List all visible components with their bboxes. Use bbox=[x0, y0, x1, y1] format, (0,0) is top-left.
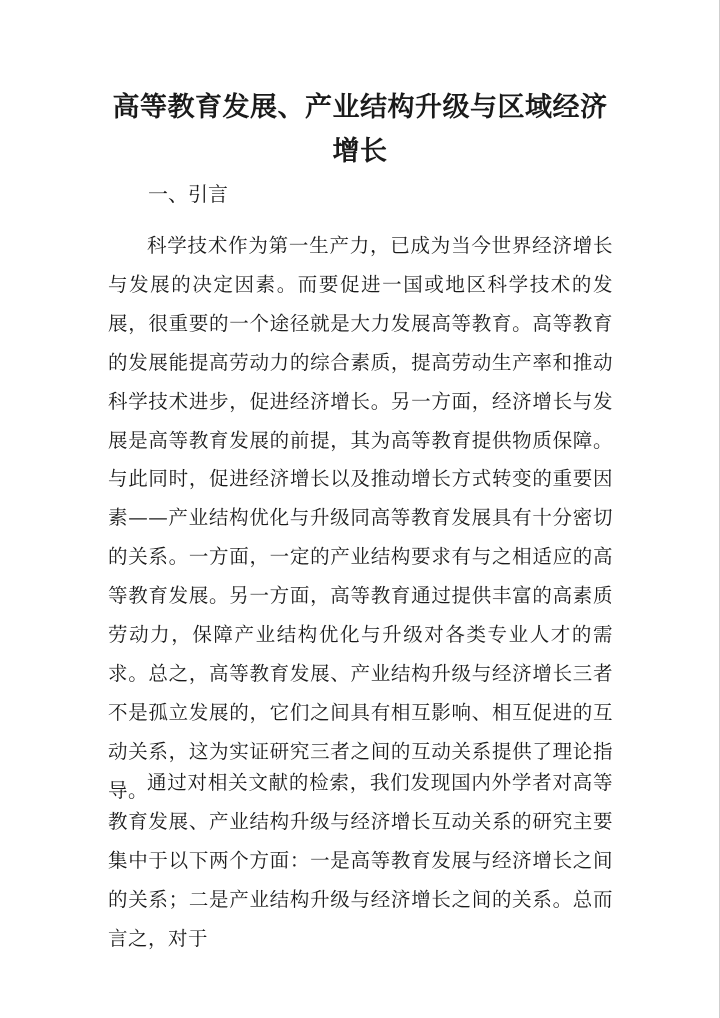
section-heading: 一、引言 bbox=[148, 182, 228, 206]
body-paragraph-1: 科学技术作为第一生产力，已成为当今世界经济增长与发展的决定因素。而要促进一国或地区科学技术的发展，很重要的一个途径就是大力发展高等教育。高等教育的发展能提高劳动力的综合素质，提高劳动生产率和推动科学技术进步，促进经济增长。另一方面，经济增长与发展是高等教育发展的前提，其为高等教育提供物质保障。与此同时，促进经济增长以及推动增长方式转变的重要因素——产业结构优化与升级同高等教育发展具有十分密切的关系。一方面，一定的产业结构要求有与之相适应的高等教育发展。另一方面，高等教育通过提供丰富的高素质劳动力，保障产业结构优化与升级对各类专业人才的需求。总之，高等教育发展、产业结构升级与经济增长三者不是孤立发展的，它们之间具有相互影响、相互促进的互动关系，这为实证研究三者之间的互动关系提供了理论指导。 bbox=[108, 234, 613, 802]
body-paragraph-2: 通过对相关文献的检索，我们发现国内外学者对高等教育发展、产业结构升级与经济增长互动关系的研究主要集中于以下两个方面：一是高等教育发展与经济增长之间的关系；二是产业结构升级与经济增长之间的关系。总而言之，对于 bbox=[108, 771, 613, 950]
document-title: 高等教育发展、产业结构升级与区域经济增长 bbox=[112, 92, 608, 167]
